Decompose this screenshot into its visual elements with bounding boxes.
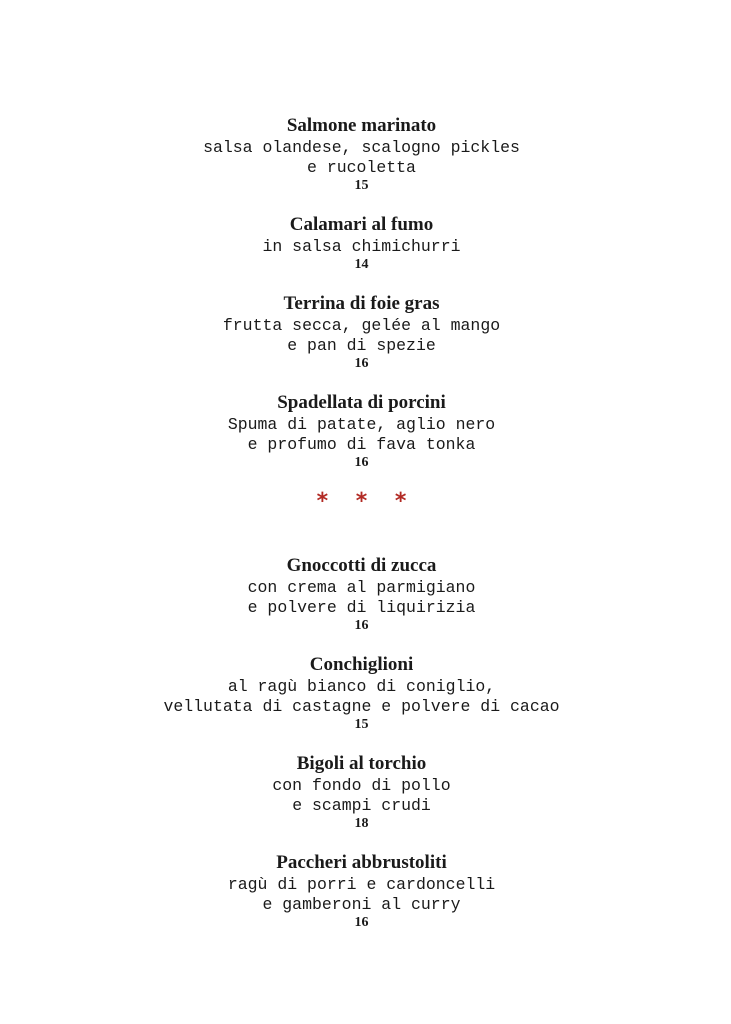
- dish-description-line: vellutata di castagne e polvere di cacao: [163, 697, 560, 716]
- dish-name: Gnoccotti di zucca: [286, 555, 437, 576]
- dish-name: Terrina di foie gras: [283, 293, 440, 314]
- dish-price: 18: [354, 816, 369, 831]
- dish-description-line: con crema al parmigiano: [247, 578, 476, 597]
- menu-section-starters: [0, 114, 723, 471]
- dish-item: [0, 653, 723, 733]
- section-separator: * * *: [316, 489, 417, 514]
- dish-name: Paccheri abbrustoliti: [276, 852, 447, 873]
- dish-price: 16: [354, 455, 369, 470]
- dish-name: Spadellata di porcini: [277, 392, 446, 413]
- dish-description-line: e pan di spezie: [287, 336, 436, 355]
- dish-description-line: Spuma di patate, aglio nero: [227, 415, 496, 434]
- dish-item: [0, 554, 723, 634]
- dish-price: 15: [354, 717, 369, 732]
- dish-description-line: e gamberoni al curry: [262, 895, 461, 914]
- dish-item: [0, 292, 723, 372]
- dish-name: Conchiglioni: [309, 654, 414, 675]
- dish-item: [0, 851, 723, 931]
- dish-description-line: con fondo di pollo: [272, 776, 451, 795]
- dish-name: Calamari al fumo: [289, 214, 434, 235]
- dish-name: Bigoli al torchio: [296, 753, 427, 774]
- dish-price: 16: [354, 618, 369, 633]
- dish-description-line: e rucoletta: [307, 158, 416, 177]
- dish-description-line: e scampi crudi: [292, 796, 431, 815]
- dish-description-line: al ragù bianco di coniglio,: [227, 677, 496, 696]
- dish-description-line: salsa olandese, scalogno pickles: [203, 138, 520, 157]
- dish-item: [0, 391, 723, 471]
- dish-item: [0, 752, 723, 832]
- dish-description-line: e profumo di fava tonka: [247, 435, 476, 454]
- menu-section-pasta: [0, 554, 723, 931]
- dish-description-line: e polvere di liquirizia: [247, 598, 476, 617]
- dish-description-line: frutta secca, gelée al mango: [222, 316, 501, 335]
- dish-description-line: in salsa chimichurri: [262, 237, 461, 256]
- dish-price: 15: [354, 178, 369, 193]
- menu: [0, 114, 723, 950]
- dish-item: [0, 213, 723, 273]
- dish-description-line: ragù di porri e cardoncelli: [227, 875, 496, 894]
- dish-price: 16: [354, 915, 369, 930]
- dish-item: [0, 114, 723, 194]
- dish-price: 14: [354, 257, 369, 272]
- dish-name: Salmone marinato: [286, 115, 437, 136]
- dish-price: 16: [354, 356, 369, 371]
